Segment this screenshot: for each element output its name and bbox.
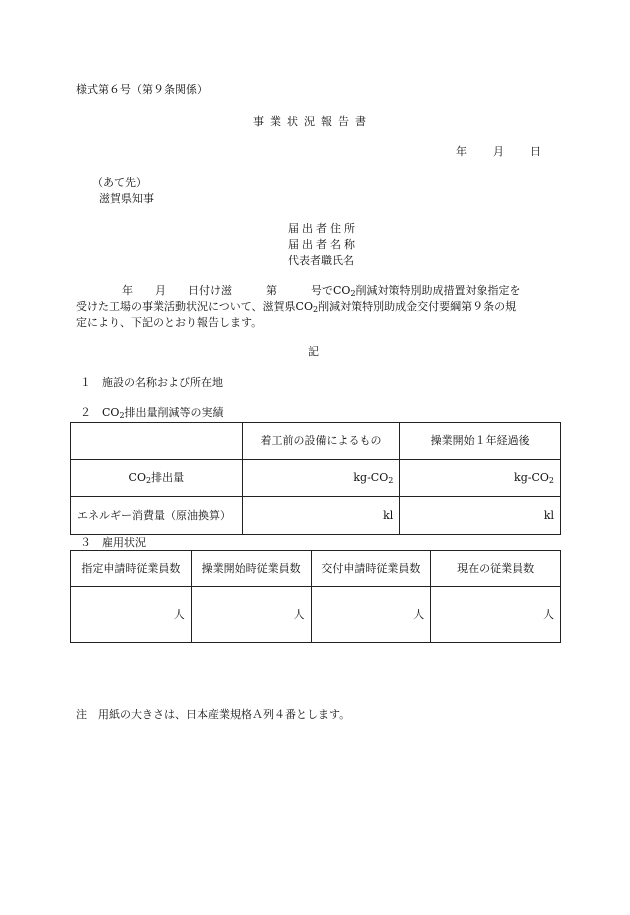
notifier-name: 届出者名称 xyxy=(288,238,358,251)
unit-cell: kl xyxy=(242,497,400,535)
page-title: 事業状況報告書 xyxy=(253,115,372,128)
table-header: 交付申請時従業員数 xyxy=(311,551,431,587)
notifier-address: 届出者住所 xyxy=(288,222,358,235)
body-dai: 第 xyxy=(266,284,277,297)
unit-cell: kl xyxy=(400,497,561,535)
table-header: 操業開始時従業員数 xyxy=(191,551,311,587)
date-year: 年 xyxy=(456,145,467,158)
section-2-suffix: 排出量削減等の実績 xyxy=(124,406,224,419)
label-prefix: CO xyxy=(128,471,146,485)
co2-subscript: 2 xyxy=(119,411,125,420)
row-label-co2 xyxy=(71,460,243,497)
table-row xyxy=(71,460,561,497)
unit-cell: 人 xyxy=(191,587,311,643)
table-row xyxy=(71,587,561,643)
date-month: 月 xyxy=(493,145,504,158)
body-line2-b: 削減対策特別助成金交付要綱第９条の規 xyxy=(318,300,517,313)
body-line2-a: 受けた工場の事業活動状況について、滋賀県CO xyxy=(76,300,313,313)
date-line xyxy=(456,145,541,159)
unit-cell xyxy=(400,460,561,497)
unit-cell: 人 xyxy=(311,587,431,643)
section-3-heading: ３ 雇用状況 xyxy=(80,536,146,549)
section-2-heading xyxy=(80,406,224,420)
table-header-row xyxy=(71,423,561,460)
ki-heading: 記 xyxy=(308,345,319,358)
body-go-prefix: 号でCO xyxy=(311,284,351,297)
label-suffix: 排出量 xyxy=(151,471,185,485)
date-day: 日 xyxy=(530,145,541,158)
body-month: 月 xyxy=(155,284,166,297)
body-day-ref: 日付け滋 xyxy=(188,284,232,297)
addressee-prefix: （あて先） xyxy=(92,176,147,189)
table-header: 現在の従業員数 xyxy=(431,551,561,587)
co2-subscript: 2 xyxy=(145,476,152,486)
table-row xyxy=(71,497,561,535)
table-header: 指定申請時従業員数 xyxy=(71,551,192,587)
table-corner-cell xyxy=(71,423,243,460)
unit-prefix: kg-CO xyxy=(353,471,389,485)
form-number: 様式第６号（第９条関係） xyxy=(76,83,208,96)
co2-subscript: 2 xyxy=(548,476,554,486)
co2-subscript: 2 xyxy=(313,305,319,314)
employment-table xyxy=(70,550,561,643)
section-2-prefix: ２ CO xyxy=(80,406,120,419)
unit-prefix: kg-CO xyxy=(514,471,549,485)
row-label-energy: エネルギー消費量（原油換算） xyxy=(71,497,243,535)
body-line-1 xyxy=(76,283,554,299)
emissions-table xyxy=(70,422,561,535)
table-header: 操業開始１年経過後 xyxy=(400,423,561,460)
section-1-heading: １ 施設の名称および所在地 xyxy=(80,376,223,389)
co2-subscript: 2 xyxy=(388,476,394,486)
unit-cell: 人 xyxy=(71,587,192,643)
body-paragraph xyxy=(76,283,554,331)
table-header: 着工前の設備によるもの xyxy=(242,423,400,460)
body-line1-rest: 削減対策特別助成措置対象指定を xyxy=(355,284,521,297)
unit-cell xyxy=(242,460,400,497)
table-header-row xyxy=(71,551,561,587)
unit-cell: 人 xyxy=(431,587,561,643)
addressee-name: 滋賀県知事 xyxy=(99,192,154,205)
notifier-representative: 代表者職氏名 xyxy=(288,254,354,267)
body-line-2 xyxy=(76,299,554,315)
co2-subscript: 2 xyxy=(350,289,356,298)
footnote: 注 用紙の大きさは、日本産業規格Ａ列４番とします。 xyxy=(76,708,351,721)
body-line-3: 定により、下記のとおり報告します。 xyxy=(76,316,263,329)
body-year: 年 xyxy=(122,284,133,297)
